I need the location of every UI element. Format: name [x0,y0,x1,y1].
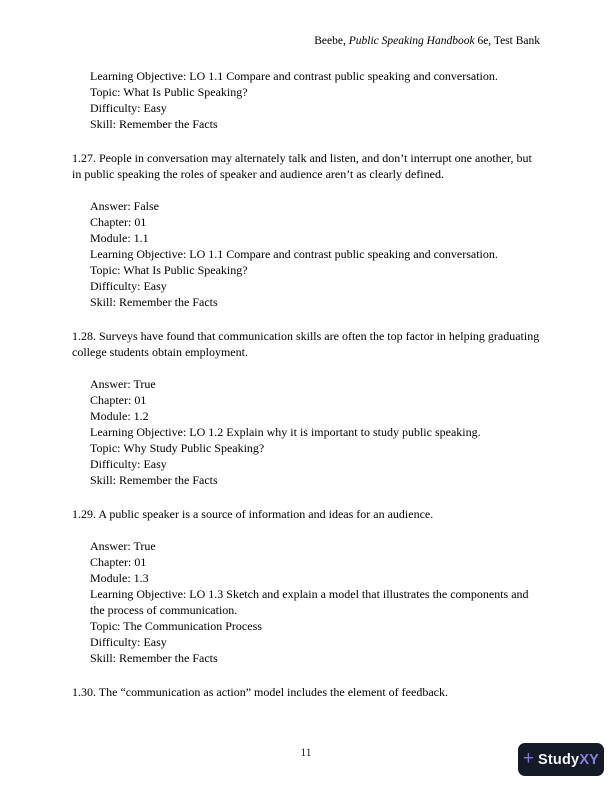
question-line: 1.27. People in conversation may alternately talk and listen, and don’t interrupt one another, but [72,151,532,165]
plus-icon: + [522,748,535,769]
answer-line: Module: 1.3 [90,571,149,585]
answer-line: Learning Objective: LO 1.2 Explain why it is important to study public speaking. [90,425,481,439]
running-header [314,34,540,48]
answer-line: Module: 1.1 [90,231,149,245]
answer-line: Answer: True [90,539,156,553]
answer-line: Difficulty: Easy [90,279,167,293]
metadata-line: Learning Objective: LO 1.1 Compare and contrast public speaking and conversation. [90,69,498,83]
question-line: in public speaking the roles of speaker and audience aren’t as clearly defined. [72,167,444,181]
answer-line: Topic: Why Study Public Speaking? [90,441,265,455]
answer-line: Difficulty: Easy [90,635,167,649]
logo-brand [538,752,599,768]
answer-line: Skill: Remember the Facts [90,473,218,487]
answer-metadata-block [90,68,540,132]
answer-line: Topic: What Is Public Speaking? [90,263,248,277]
answer-line: Chapter: 01 [90,555,147,569]
question-paragraph-1-28 [72,328,540,360]
header-author: Beebe, [314,35,349,47]
metadata-line: Difficulty: Easy [90,101,167,115]
answer-line: Skill: Remember the Facts [90,295,218,309]
answer-line: Chapter: 01 [90,215,147,229]
answer-line: the process of communication. [90,603,238,617]
answer-line: Skill: Remember the Facts [90,651,218,665]
header-book-title: Public Speaking Handbook [348,35,475,47]
question-line: college students obtain employment. [72,345,248,359]
header-edition: 6e, Test Bank [474,35,540,47]
answer-block-1-29 [90,538,540,666]
page-body [72,68,540,700]
answer-line: Answer: True [90,377,156,391]
logo-brand-primary: Study [538,751,580,768]
answer-block-1-28 [90,376,540,488]
question-paragraph-1-27 [72,150,540,182]
question-paragraph-1-30 [72,684,540,700]
question-line: 1.29. A public speaker is a source of information and ideas for an audience. [72,507,434,521]
answer-line: Chapter: 01 [90,393,147,407]
answer-line: Topic: The Communication Process [90,619,262,633]
studyxy-logo [518,743,604,776]
question-paragraph-1-29 [72,506,540,522]
metadata-line: Skill: Remember the Facts [90,117,218,131]
page-number: 11 [300,747,312,759]
logo-brand-accent: XY [579,751,600,768]
answer-line: Module: 1.2 [90,409,149,423]
metadata-line: Topic: What Is Public Speaking? [90,85,248,99]
answer-line: Difficulty: Easy [90,457,167,471]
answer-line: Learning Objective: LO 1.3 Sketch and explain a model that illustrates the components and [90,587,529,601]
question-line: 1.28. Surveys have found that communication skills are often the top factor in helping graduating [72,329,540,343]
answer-block-1-27 [90,198,540,310]
answer-line: Answer: False [90,199,159,213]
question-line: 1.30. The “communication as action” model includes the element of feedback. [72,685,448,699]
answer-line: Learning Objective: LO 1.1 Compare and contrast public speaking and conversation. [90,247,498,261]
